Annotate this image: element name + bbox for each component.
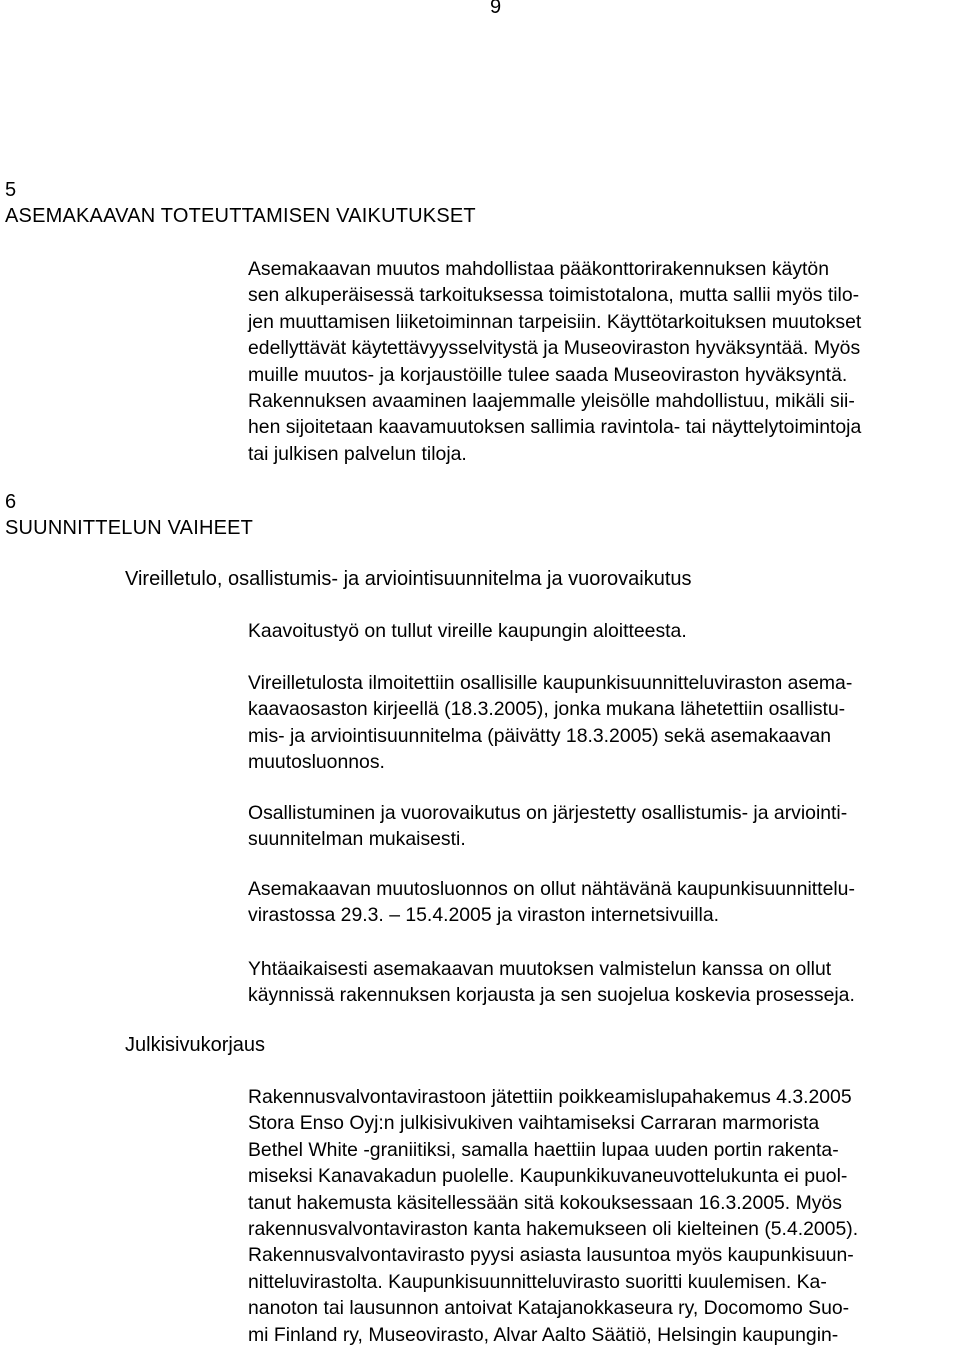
text-line: suunnitelman mukaisesti. [248, 828, 466, 851]
text-line: kaavaosaston kirjeellä (18.3.2005), jonka mukana lähetettiin osallistu- [248, 698, 846, 721]
text-line: nitteluvirastolta. Kaupunkisuunnitteluvirasto suoritti kuulemisen. Ka- [248, 1270, 827, 1293]
text-line: hen sijoitetaan kaavamuutoksen sallimia ravintola- tai näyttelytoimintoja [248, 416, 862, 439]
text-line: jen muuttamisen liiketoiminnan tarpeisiin. Käyttötarkoituksen muutokset [248, 310, 862, 333]
text-line: mi Finland ry, Museovirasto, Alvar Aalto Säätiö, Helsingin kaupungin- [248, 1323, 839, 1346]
text-line: käynnissä rakennuksen korjausta ja sen suojelua koskevia prosesseja. [248, 984, 855, 1007]
section-5-title: ASEMAKAAVAN TOTEUTTAMISEN VAIKUTUKSET [5, 205, 476, 227]
text-line: Osallistuminen ja vuorovaikutus on järjestetty osallistumis- ja arviointi- [248, 802, 848, 824]
text-line: mis- ja arviointisuunnitelma (päivätty 18.3.2005) sekä asemakaavan [248, 724, 832, 747]
subsection-julkisivukorjaus-title: Julkisivukorjaus [125, 1034, 266, 1056]
section-6-number: 6 [5, 491, 17, 513]
text-line: Kaavoitustyö on tullut vireille kaupungin aloitteesta. [248, 620, 687, 642]
section-6-title: SUUNNITTELUN VAIHEET [5, 517, 254, 539]
paragraph-yhtaaikaisesti [248, 956, 960, 1009]
text-line: Asemakaavan muutosluonnos on ollut nähtävänä kaupunkisuunnittelu- [248, 878, 855, 900]
text-line: muille muutos- ja korjaustöille tulee saada Museoviraston hyväksyntä. [248, 363, 848, 386]
text-line: Rakennuksen avaaminen laajemmalle yleisölle mahdollistuu, mikäli sii- [248, 390, 855, 413]
paragraph-kaavoitustyo [248, 618, 960, 644]
text-line: Rakennusvalvontavirasto pyysi asiasta lausuntoa myös kaupunkisuun- [248, 1244, 854, 1267]
text-line: virastossa 29.3. – 15.4.2005 ja viraston internetsivuilla. [248, 904, 720, 927]
text-line: Yhtäaikaisesti asemakaavan muutoksen valmistelun kanssa on ollut [248, 958, 832, 980]
paragraph-vireilletulosta [248, 670, 960, 776]
text-line: Stora Enso Oyj:n julkisivukiven vaihtamiseksi Carraran marmorista [248, 1112, 820, 1135]
paragraph-luonnos-nahtavana [248, 876, 960, 929]
text-line: Bethel White -graniitiksi, samalla haettiin lupaa uuden portin rakenta- [248, 1138, 839, 1161]
text-line: Asemakaavan muutos mahdollistaa pääkonttorirakennuksen käytön [248, 258, 829, 280]
text-line: nanoton tai lausunnon antoivat Katajanokkaseura ry, Docomomo Suo- [248, 1297, 850, 1320]
text-line: sen alkuperäisessä tarkoituksessa toimistotalona, mutta sallii myös tilo- [248, 284, 860, 307]
text-line: edellyttävät käytettävyysselvitystä ja Museoviraston hyväksyntää. Myös [248, 337, 861, 360]
text-line: Rakennusvalvontavirastoon jätettiin poikkeamislupahakemus 4.3.2005 [248, 1086, 852, 1108]
subsection-vireilletulo-title: Vireilletulo, osallistumis- ja arviointisuunnitelma ja vuorovaikutus [125, 568, 692, 590]
text-line: tanut hakemusta käsitellessään sitä kokouksessaan 16.3.2005. Myös [248, 1191, 842, 1214]
text-line: rakennusvalvontaviraston kanta hakemukseen oli kielteinen (5.4.2005). [248, 1218, 859, 1241]
paragraph-poikkeamislupahakemus [248, 1084, 960, 1348]
text-line: miseksi Kanavakadun puolelle. Kaupunkikuvaneuvottelukunta ei puol- [248, 1165, 848, 1188]
text-line: tai julkisen palvelun tiloja. [248, 442, 467, 465]
page-number: 9 [490, 0, 502, 18]
section-5-body [248, 256, 960, 467]
section-5-number: 5 [5, 179, 17, 201]
paragraph-osallistuminen [248, 800, 960, 853]
text-line: muutosluonnos. [248, 751, 385, 774]
text-line: Vireilletulosta ilmoitettiin osallisille kaupunkisuunnitteluviraston asema- [248, 672, 853, 694]
